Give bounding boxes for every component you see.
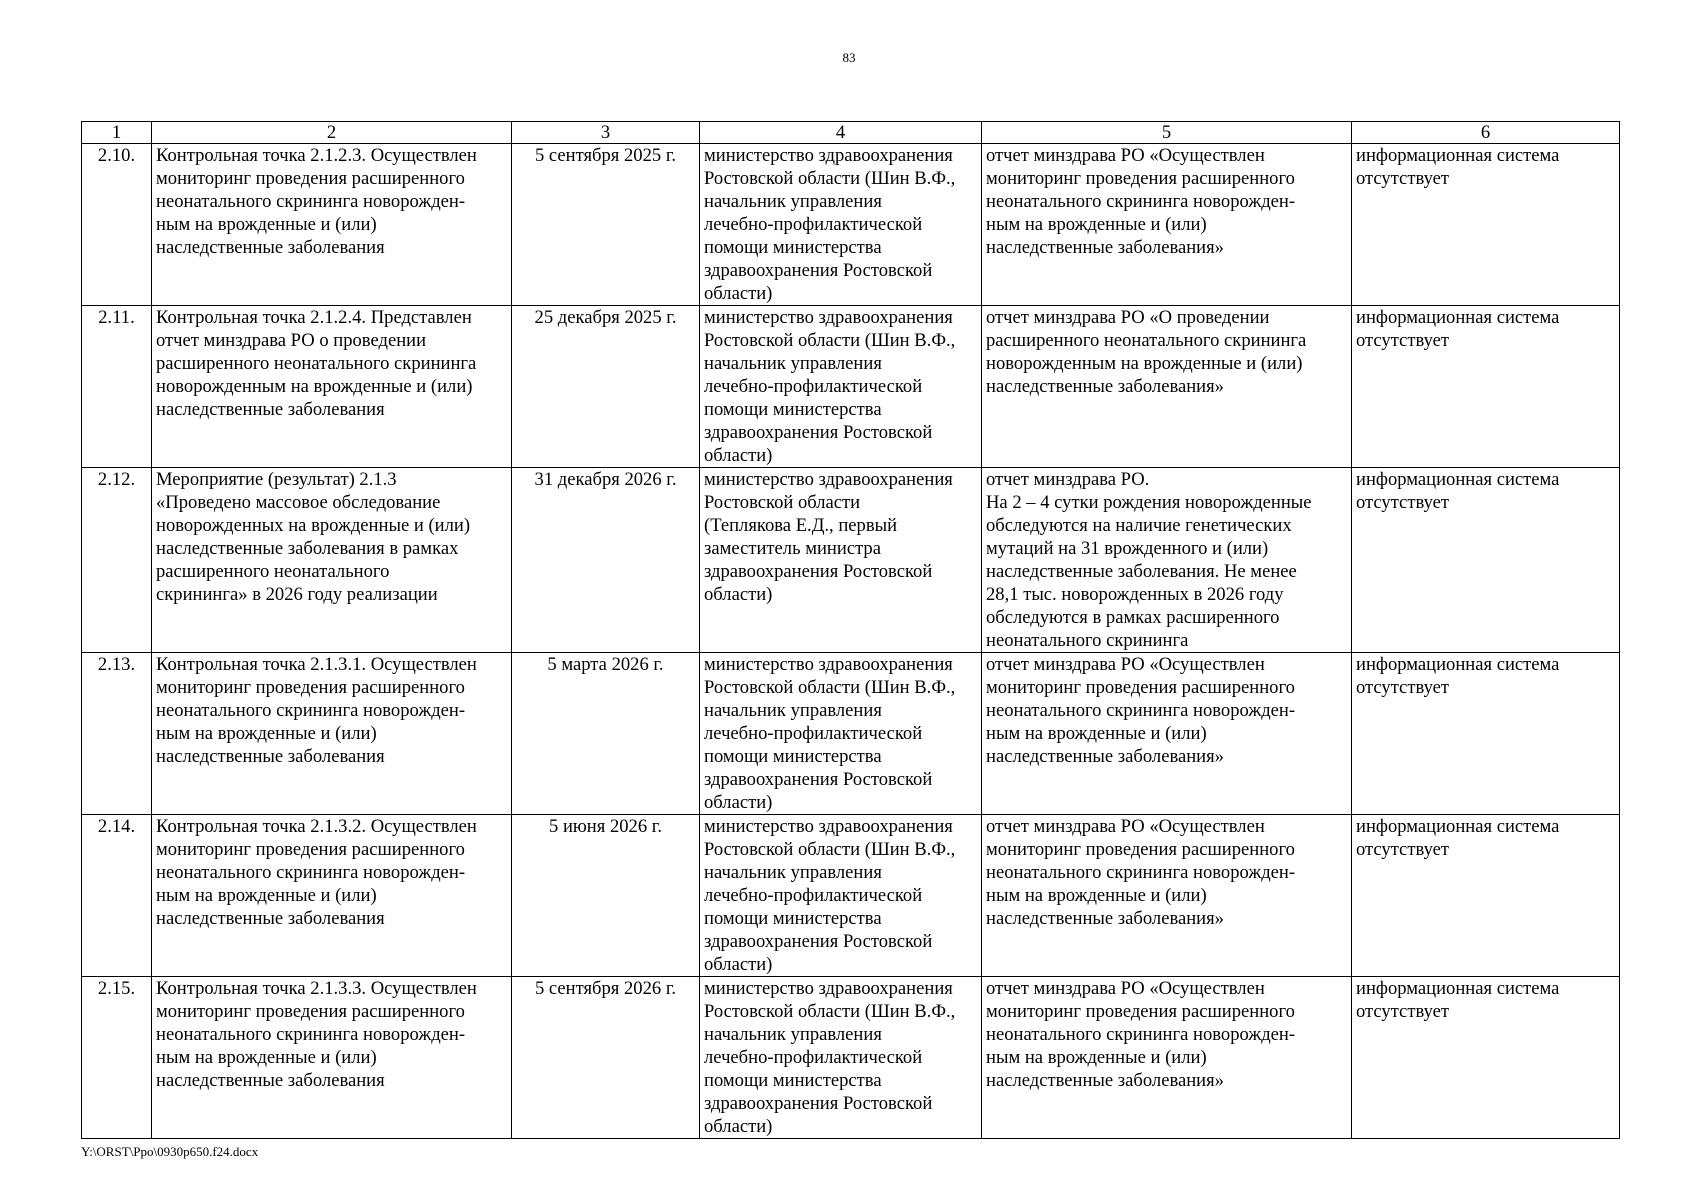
result-document: отчет минздрава РО «Осуществлен мониторинг проведения расширенного неонатального скрининга новорожден- ным на врожденные и (или) наследственные заболевания»	[982, 977, 1352, 1139]
header-col-5: 5	[982, 122, 1352, 144]
deadline-date: 25 декабря 2025 г.	[512, 306, 700, 468]
information-system: информационная система отсутствует	[1352, 468, 1620, 653]
table-row	[82, 468, 1620, 653]
responsible-party: министерство здравоохранения Ростовской области (Шин В.Ф., начальник управления лечебно-профилактической помощи министерства здравоохранения Ростовской области)	[700, 977, 982, 1139]
activity-name: Мероприятие (результат) 2.1.3 «Проведено массовое обследование новорожденных на врожденные и (или) наследственные заболевания в рамках расширенного неонатального скрининга» в 2026 году реализации	[152, 468, 512, 653]
page-number: 83	[842, 50, 856, 65]
row-number: 2.13.	[82, 653, 152, 815]
deadline-date: 5 сентября 2026 г.	[512, 977, 700, 1139]
deadline-date: 5 июня 2026 г.	[512, 815, 700, 977]
header-col-2: 2	[152, 122, 512, 144]
table-body	[82, 144, 1620, 1139]
row-number: 2.11.	[82, 306, 152, 468]
header-col-3: 3	[512, 122, 700, 144]
header-col-6: 6	[1352, 122, 1620, 144]
deadline-date: 5 марта 2026 г.	[512, 653, 700, 815]
file-path-footer: Y:\ORST\Ppo\0930p650.f24.docx	[81, 1144, 259, 1159]
row-number: 2.14.	[82, 815, 152, 977]
row-number: 2.12.	[82, 468, 152, 653]
table-row	[82, 144, 1620, 306]
activity-name: Контрольная точка 2.1.2.4. Представлен отчет минздрава РО о проведении расширенного неонатального скрининга новорожденным на врожденные и (или) наследственные заболевания	[152, 306, 512, 468]
result-document: отчет минздрава РО «О проведении расширенного неонатального скрининга новорожденным на врожденные и (или) наследственные заболевания»	[982, 306, 1352, 468]
result-document: отчет минздрава РО «Осуществлен мониторинг проведения расширенного неонатального скрининга новорожден- ным на врожденные и (или) наследственные заболевания»	[982, 653, 1352, 815]
responsible-party: министерство здравоохранения Ростовской области (Шин В.Ф., начальник управления лечебно-профилактической помощи министерства здравоохранения Ростовской области)	[700, 144, 982, 306]
row-number: 2.10.	[82, 144, 152, 306]
result-document: отчет минздрава РО «Осуществлен мониторинг проведения расширенного неонатального скрининга новорожден- ным на врожденные и (или) наследственные заболевания»	[982, 144, 1352, 306]
information-system: информационная система отсутствует	[1352, 306, 1620, 468]
table-row	[82, 815, 1620, 977]
table-header	[82, 122, 1620, 144]
activity-name: Контрольная точка 2.1.3.2. Осуществлен мониторинг проведения расширенного неонатального скрининга новорожден- ным на врожденные и (или) наследственные заболевания	[152, 815, 512, 977]
responsible-party: министерство здравоохранения Ростовской области (Шин В.Ф., начальник управления лечебно-профилактической помощи министерства здравоохранения Ростовской области)	[700, 653, 982, 815]
responsible-party: министерство здравоохранения Ростовской области (Шин В.Ф., начальник управления лечебно-профилактической помощи министерства здравоохранения Ростовской области)	[700, 306, 982, 468]
information-system: информационная система отсутствует	[1352, 653, 1620, 815]
table-row	[82, 977, 1620, 1139]
information-system: информационная система отсутствует	[1352, 977, 1620, 1139]
activity-name: Контрольная точка 2.1.3.1. Осуществлен мониторинг проведения расширенного неонатального скрининга новорожден- ным на врожденные и (или) наследственные заболевания	[152, 653, 512, 815]
information-system: информационная система отсутствует	[1352, 144, 1620, 306]
header-col-4: 4	[700, 122, 982, 144]
header-row	[82, 122, 1620, 144]
responsible-party: министерство здравоохранения Ростовской области (Теплякова Е.Д., первый заместитель министра здравоохранения Ростовской области)	[700, 468, 982, 653]
activity-name: Контрольная точка 2.1.3.3. Осуществлен мониторинг проведения расширенного неонатального скрининга новорожден- ным на врожденные и (или) наследственные заболевания	[152, 977, 512, 1139]
information-system: информационная система отсутствует	[1352, 815, 1620, 977]
deadline-date: 31 декабря 2026 г.	[512, 468, 700, 653]
plan-table	[81, 121, 1620, 1139]
result-document: отчет минздрава РО «Осуществлен мониторинг проведения расширенного неонатального скрининга новорожден- ным на врожденные и (или) наследственные заболевания»	[982, 815, 1352, 977]
table-row	[82, 653, 1620, 815]
table-row	[82, 306, 1620, 468]
activity-name: Контрольная точка 2.1.2.3. Осуществлен мониторинг проведения расширенного неонатального скрининга новорожден- ным на врожденные и (или) наследственные заболевания	[152, 144, 512, 306]
responsible-party: министерство здравоохранения Ростовской области (Шин В.Ф., начальник управления лечебно-профилактической помощи министерства здравоохранения Ростовской области)	[700, 815, 982, 977]
result-document: отчет минздрава РО. На 2 – 4 сутки рождения новорожденные обследуются на наличие генетических мутаций на 31 врожденного и (или) наследственные заболевания. Не менее 28,1 тыс. новорожденных в 2026 году обследуются в рамках расширенного неонатального скрининга	[982, 468, 1352, 653]
header-col-1: 1	[82, 122, 152, 144]
row-number: 2.15.	[82, 977, 152, 1139]
deadline-date: 5 сентября 2025 г.	[512, 144, 700, 306]
